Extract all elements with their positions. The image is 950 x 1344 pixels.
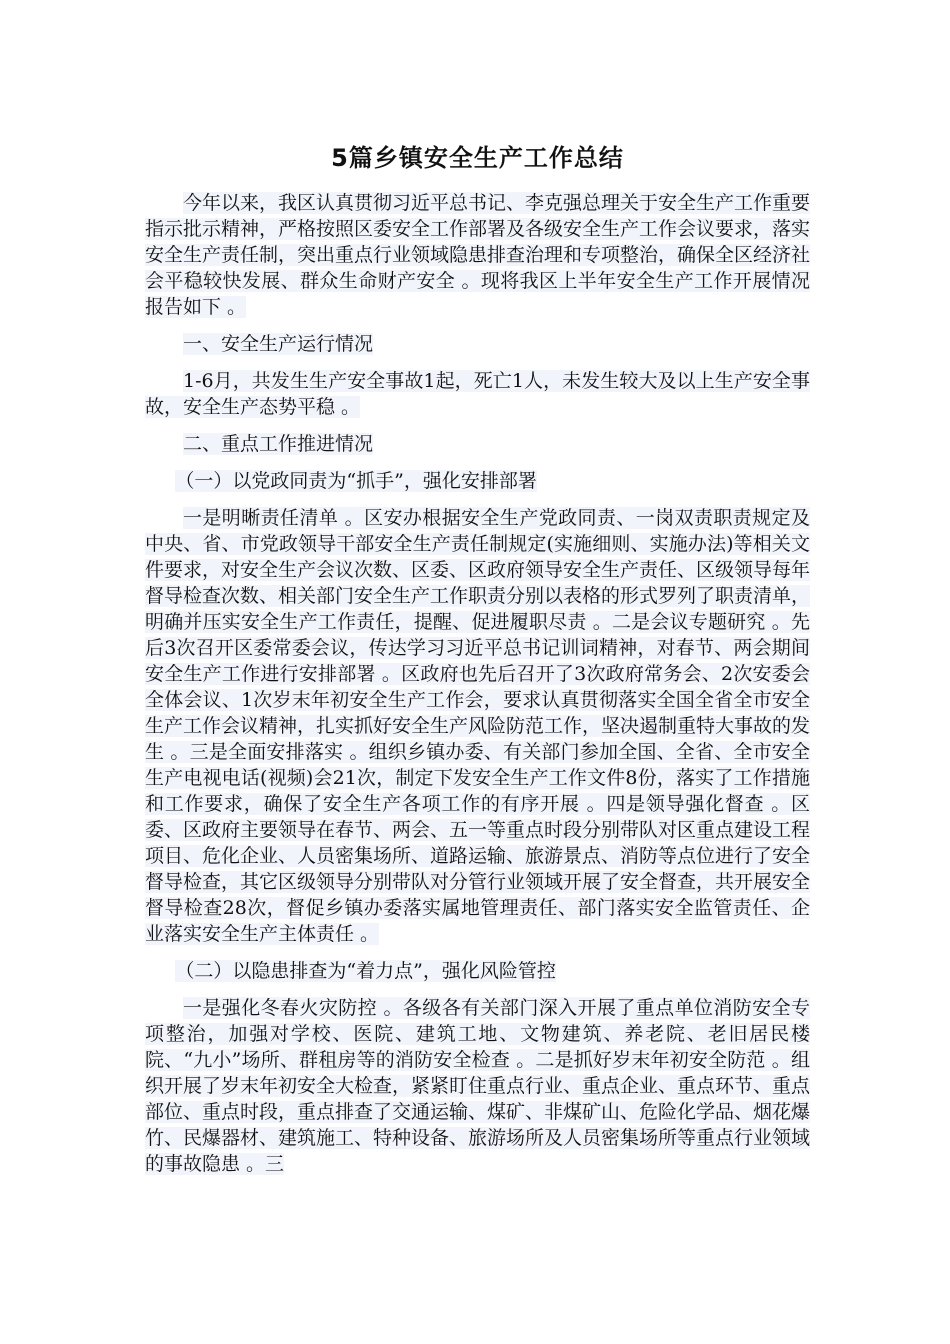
subsection-heading-1 (145, 468, 810, 494)
subsection-2-paragraph-text: 一是强化冬春火灾防控 。各级各有关部门深入开展了重点单位消防安全专项整治，加强对学校、医院、建筑工地、文物建筑、养老院、老旧居民楼院、“九小”场所、群租房等的消防安全检查 。二是抓好岁末年初安全防范 。组织开展了岁末年初安全大检查，紧紧盯住重点行业、重点企业、重点环节、重点部位、重点时段，重点排查了交通运输、煤矿、非煤矿山、危险化学品、烟花爆竹、民爆器材、建筑施工、特种设备、旅游场所及人员密集场所等重点行业领域的事故隐患 。三 (145, 997, 811, 1175)
document-page (145, 140, 810, 1188)
intro-paragraph-text: 今年以来，我区认真贯彻习近平总书记、李克强总理关于安全生产工作重要指示批示精神，严格按照区委安全工作部署及各级安全生产工作会议要求，落实安全生产责任制，突出重点行业领域隐患排查治理和专项整治，确保全区经济社会平稳较快发展、群众生命财产安全 。现将我区上半年安全生产工作开展情况报告如下 。 (145, 192, 811, 318)
subsection-heading-1-text: （一）以党政同责为“抓手”，强化安排部署 (175, 470, 537, 492)
section-heading-2 (145, 431, 810, 457)
section-heading-1 (145, 331, 810, 357)
subsection-heading-2 (145, 958, 810, 984)
section-heading-1-text: 一、安全生产运行情况 (183, 333, 374, 355)
section-1-paragraph (145, 368, 810, 420)
section-heading-2-text: 二、重点工作推进情况 (183, 433, 374, 455)
subsection-heading-2-text: （二）以隐患排查为“着力点”，强化风险管控 (175, 960, 556, 982)
intro-paragraph (145, 190, 810, 320)
subsection-2-paragraph (145, 995, 810, 1177)
section-1-paragraph-text: 1-6月，共发生生产安全事故1起，死亡1人，未发生较大及以上生产安全事故，安全生产态势平稳 。 (145, 370, 810, 418)
subsection-1-paragraph (145, 505, 810, 947)
document-title: 5篇乡镇安全生产工作总结 (331, 144, 624, 172)
subsection-1-paragraph-text: 一是明晰责任清单 。区安办根据安全生产党政同责、一岗双责职责规定及中央、省、市党政领导干部安全生产责任制规定(实施细则、实施办法)等相关文件要求，对安全生产会议次数、区委、区政府领导安全生产责任、区级领导每年督导检查次数、相关部门安全生产工作职责分别以表格的形式罗列了职责清单，明确并压实安全生产工作责任，提醒、促进履职尽责 。二是会议专题研究 。先后3次召开区委常委会议，传达学习习近平总书记训词精神，对春节、两会期间安全生产工作进行安排部署 。区政府也先后召开了3次政府常务会、2次安委会全体会议、1次岁末年初安全生产工作会，要求认真贯彻落实全国全省全市安全生产工作会议精神，扎实抓好安全生产风险防范工作，坚决遏制重特大事故的发生 。三是全面安排落实 。组织乡镇办委、有关部门参加全国、全省、全市安全生产电视电话(视频)会21次，制定下发安全生产工作文件8份，落实了工作措施和工作要求，确保了安全生产各项工作的有序开展 。四是领导强化督查 。区委、区政府主要领导在春节、两会、五一等重点时段分别带队对区重点建设工程项目、危化企业、人员密集场所、道路运输、旅游景点、消防等点位进行了安全督导检查，其它区级领导分别带队对分管行业领域开展了安全督查，共开展安全督导检查28次，督促乡镇办委落实属地管理责任、部门落实安全监管责任、企业落实安全生产主体责任 。 (145, 507, 811, 945)
